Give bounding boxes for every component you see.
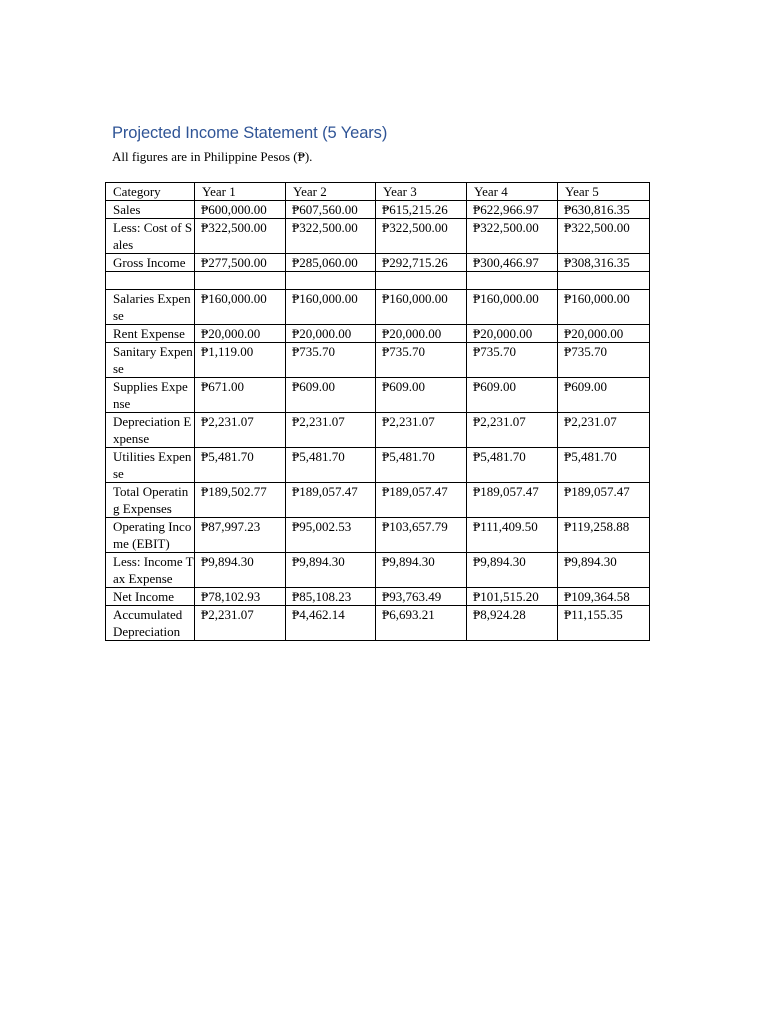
row-value: ₱189,057.47 [376,483,467,518]
row-value: ₱87,997.23 [195,518,286,553]
row-value: ₱5,481.70 [376,448,467,483]
table-row [106,448,650,483]
row-value: ₱103,657.79 [376,518,467,553]
row-value: ₱9,894.30 [195,553,286,588]
row-value: ₱671.00 [195,378,286,413]
table-row-blank [106,272,650,290]
row-value: ₱5,481.70 [286,448,376,483]
row-category: Gross Income [106,254,195,272]
row-value: ₱1,119.00 [195,343,286,378]
row-value: ₱20,000.00 [195,325,286,343]
row-value: ₱189,057.47 [558,483,650,518]
row-value: ₱630,816.35 [558,201,650,219]
row-value: ₱322,500.00 [376,219,467,254]
row-value: ₱5,481.70 [467,448,558,483]
row-value [467,272,558,290]
row-value: ₱119,258.88 [558,518,650,553]
row-category: Salaries Expense [106,290,195,325]
row-value: ₱322,500.00 [558,219,650,254]
row-value: ₱9,894.30 [558,553,650,588]
row-value: ₱622,966.97 [467,201,558,219]
table-row [106,588,650,606]
row-value: ₱285,060.00 [286,254,376,272]
row-value: ₱2,231.07 [467,413,558,448]
row-value: ₱6,693.21 [376,606,467,641]
row-category: Sales [106,201,195,219]
row-category: Less: Cost of Sales [106,219,195,254]
table-row [106,201,650,219]
row-value: ₱2,231.07 [286,413,376,448]
row-value: ₱189,057.47 [467,483,558,518]
row-value: ₱609.00 [558,378,650,413]
row-value [195,272,286,290]
row-value: ₱2,231.07 [558,413,650,448]
row-value: ₱308,316.35 [558,254,650,272]
header-year-2: Year 2 [286,183,376,201]
row-category: Less: Income Tax Expense [106,553,195,588]
row-category: Utilities Expense [106,448,195,483]
table-header-row [106,183,650,201]
row-value [558,272,650,290]
row-value: ₱2,231.07 [195,413,286,448]
header-year-5: Year 5 [558,183,650,201]
table-row [106,553,650,588]
row-category: Accumulated Depreciation [106,606,195,641]
document-title: Projected Income Statement (5 Years) [112,124,388,142]
row-value: ₱85,108.23 [286,588,376,606]
row-value: ₱95,002.53 [286,518,376,553]
row-value: ₱160,000.00 [558,290,650,325]
row-value: ₱600,000.00 [195,201,286,219]
row-value: ₱5,481.70 [195,448,286,483]
table-row [106,518,650,553]
row-category: Rent Expense [106,325,195,343]
row-value: ₱78,102.93 [195,588,286,606]
row-value: ₱11,155.35 [558,606,650,641]
row-value [286,272,376,290]
row-value: ₱20,000.00 [286,325,376,343]
row-value: ₱2,231.07 [195,606,286,641]
row-value: ₱300,466.97 [467,254,558,272]
row-value: ₱160,000.00 [467,290,558,325]
header-category: Category [106,183,195,201]
row-value: ₱735.70 [286,343,376,378]
row-category [106,272,195,290]
table-row [106,483,650,518]
row-value: ₱277,500.00 [195,254,286,272]
row-value: ₱101,515.20 [467,588,558,606]
row-value: ₱20,000.00 [558,325,650,343]
row-category: Net Income [106,588,195,606]
row-value: ₱5,481.70 [558,448,650,483]
table-row [106,219,650,254]
row-value: ₱160,000.00 [376,290,467,325]
table-row [106,325,650,343]
row-value: ₱160,000.00 [195,290,286,325]
row-value: ₱292,715.26 [376,254,467,272]
table-row [106,254,650,272]
row-category: Sanitary Expense [106,343,195,378]
row-value: ₱109,364.58 [558,588,650,606]
row-value: ₱9,894.30 [376,553,467,588]
document-subtitle: All figures are in Philippine Pesos (₱). [112,149,313,164]
row-value: ₱615,215.26 [376,201,467,219]
row-value: ₱93,763.49 [376,588,467,606]
income-statement-table [105,182,650,641]
row-value: ₱189,057.47 [286,483,376,518]
row-value: ₱607,560.00 [286,201,376,219]
row-value: ₱735.70 [467,343,558,378]
row-value: ₱322,500.00 [467,219,558,254]
row-value: ₱609.00 [376,378,467,413]
table-row [106,413,650,448]
row-value: ₱20,000.00 [467,325,558,343]
row-value: ₱20,000.00 [376,325,467,343]
table-row [106,606,650,641]
row-category: Supplies Expense [106,378,195,413]
row-value: ₱160,000.00 [286,290,376,325]
row-value: ₱735.70 [558,343,650,378]
row-category: Depreciation Expense [106,413,195,448]
row-value: ₱9,894.30 [467,553,558,588]
table-row [106,378,650,413]
row-value: ₱322,500.00 [286,219,376,254]
row-value: ₱322,500.00 [195,219,286,254]
row-value: ₱9,894.30 [286,553,376,588]
row-value: ₱189,502.77 [195,483,286,518]
row-value: ₱609.00 [467,378,558,413]
table-row [106,290,650,325]
row-value: ₱735.70 [376,343,467,378]
row-value: ₱2,231.07 [376,413,467,448]
row-value: ₱111,409.50 [467,518,558,553]
row-value: ₱8,924.28 [467,606,558,641]
header-year-3: Year 3 [376,183,467,201]
table-row [106,343,650,378]
row-value: ₱609.00 [286,378,376,413]
row-value: ₱4,462.14 [286,606,376,641]
row-category: Total Operating Expenses [106,483,195,518]
row-value [376,272,467,290]
header-year-1: Year 1 [195,183,286,201]
row-category: Operating Income (EBIT) [106,518,195,553]
header-year-4: Year 4 [467,183,558,201]
